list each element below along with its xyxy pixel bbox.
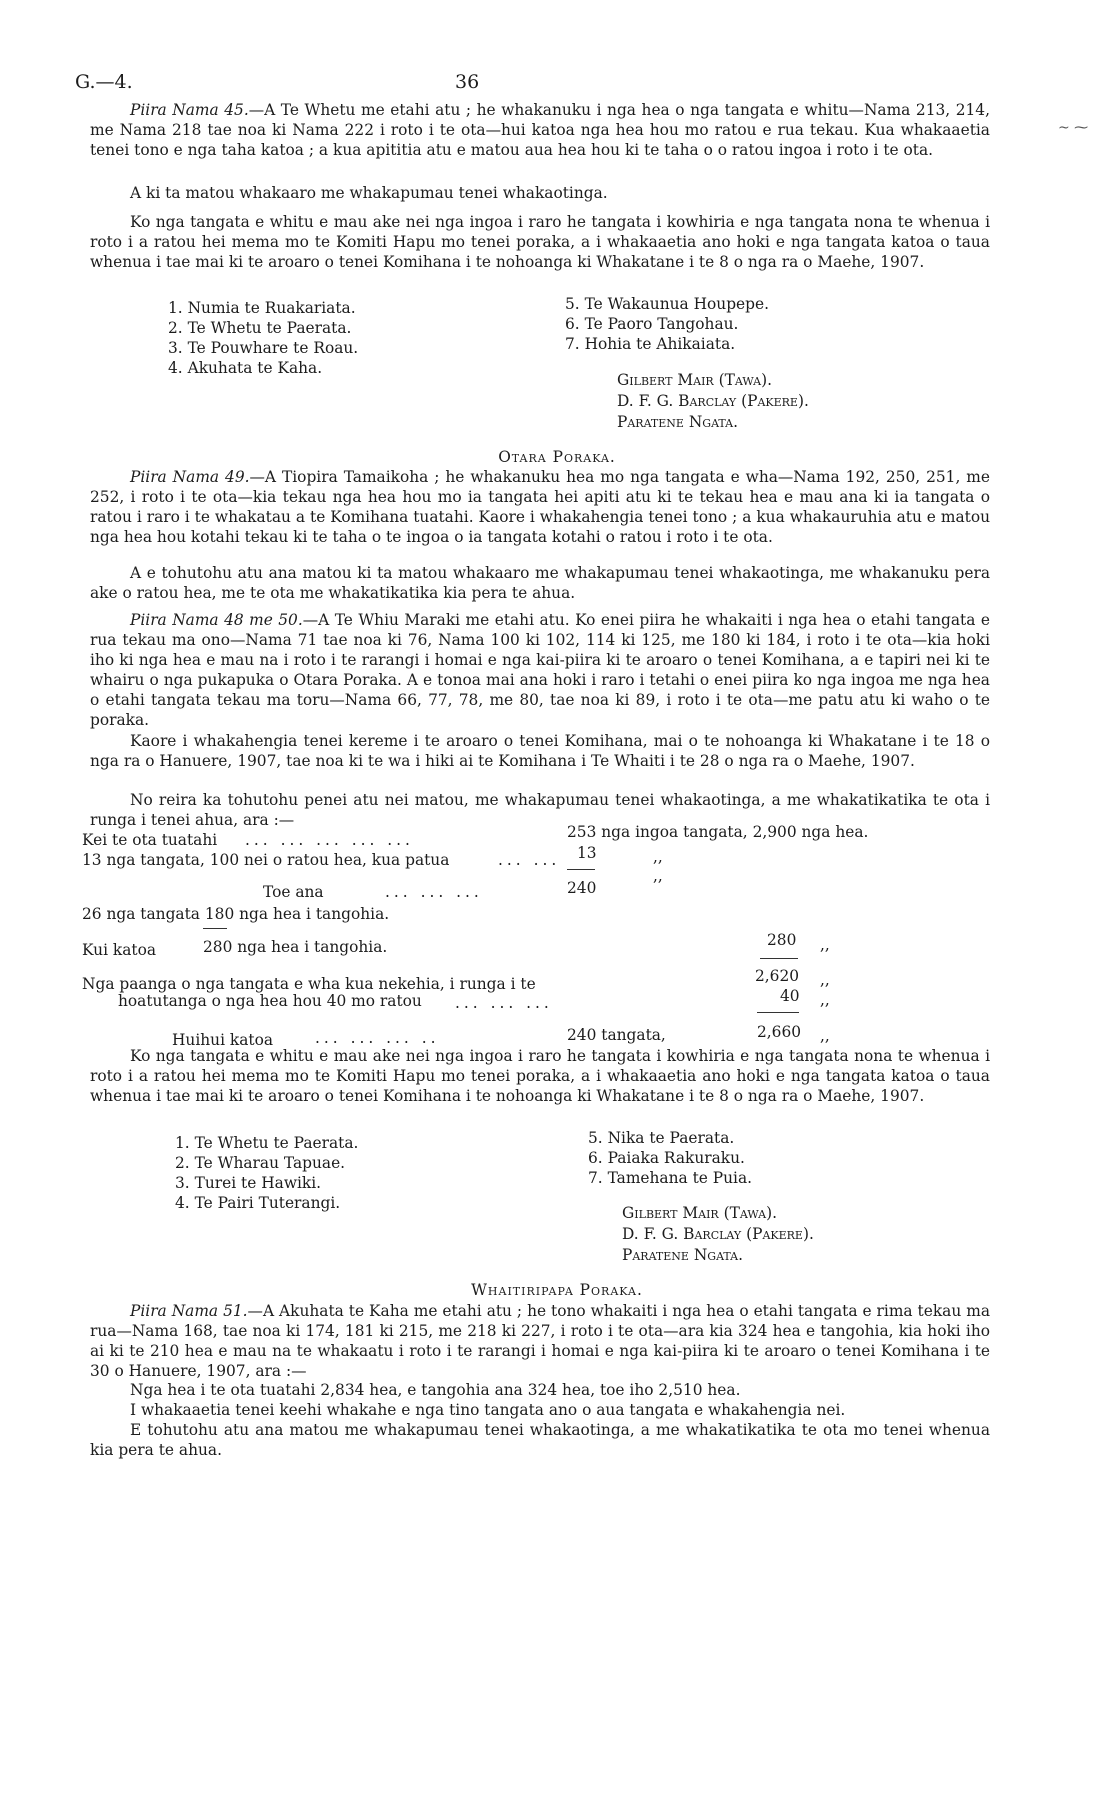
list-item: 7. Hohia te Ahikaiata.: [565, 335, 736, 353]
table-leader: ... ... ...: [385, 883, 483, 901]
sum-rule: [757, 1012, 799, 1013]
sum-rule: [760, 958, 798, 959]
table-value: 2,620: [755, 967, 800, 985]
table-value: 40: [780, 987, 800, 1005]
list-item: 3. Te Pouwhare te Roau.: [168, 339, 359, 357]
signature-line: Paratene Ngata.: [622, 1246, 744, 1264]
members-left-list-2: [175, 1133, 358, 1213]
appeal-45-label: Piira Nama 45.: [130, 101, 249, 119]
recommend-paragraph: A e tohutohu atu ana matou ki ta matou whakaaro me whakapumau tenei whakaotinga, me whakanuku pera ake o ratou hea, me te ota me whakatikatika kia pera te ahua.: [90, 564, 990, 602]
committee-paragraph: Ko nga tangata e whitu e mau ake nei nga ingoa i raro he tangata i kowhiria e nga tangata nona te whenua i roto i a ratou hei mema mo te Komiti Hapu mo tenei poraka, a i whakaaetia ano hoki e nga tangata katoa o taua whenua i tae mai ki te aroaro o tenei Komihana i te nohoanga ki Whakatane i te 8 o nga ra o Maehe, 1907.: [90, 213, 990, 271]
final-paragraph: E tohutohu atu ana matou me whakapumau tenei whakaotinga, a me whakatikatika te ota mo tenei whenua kia pera te ahua.: [90, 1421, 990, 1459]
signature-line: D. F. G. Barclay (Pakere).: [622, 1225, 814, 1243]
signature-block: [617, 370, 809, 433]
table-mid: 280 nga hea i tangohia.: [203, 938, 388, 956]
margin-mark-icon: ~ ⁓: [1058, 120, 1089, 136]
table-leader: ... ... ... ... ...: [245, 831, 414, 849]
list-item: 1. Numia te Ruakariata.: [168, 299, 356, 317]
list-item: 4. Te Pairi Tuterangi.: [175, 1194, 341, 1212]
signature-line: Gilbert Mair (Tawa).: [622, 1204, 777, 1222]
committee-paragraph-2: Ko nga tangata e whitu e mau ake nei nga ingoa i raro he tangata i kowhiria e nga tangata nona te whenua i roto i a ratou hei mema mo te Komiti Hapu mo tenei poraka, a i whakaaetia ano hoki e nga tangata katoa o taua whenua i tae mai ki te aroaro o tenei Komihana i te nohoanga ki Whakatane i te 8 o nga ra o Maehe, 1907.: [90, 1047, 990, 1105]
list-item: 4. Akuhata te Kaha.: [168, 359, 323, 377]
ditto-mark: ,,: [653, 848, 663, 866]
table-leader: ... ... ...: [455, 994, 553, 1012]
table-row-label: Kei te ota tuatahi: [82, 831, 218, 849]
appeal-45-paragraph: [90, 100, 990, 160]
appeal-48-50-paragraph: [90, 610, 990, 730]
table-value: 280: [767, 931, 797, 949]
list-item: 2. Te Whetu te Paerata.: [168, 319, 352, 337]
appeal-51-text: —A Akuhata te Kaha me etahi atu ; he tono whakaiti i nga hea o etahi tangata e rima tekau ma rua—Nama 168, tae noa ki 174, 181 ki 215, me 218 ki 227, i roto i te ota—ara kia 324 hea e tangohia, kia hoki iho ai ki te 210 hea e mau na te whakaatu i roto i te rarangi i homai e nga kai-piira ki te aroaro o tenei Komihana i te 30 o Hanuere, 1907, ara :—: [90, 1302, 990, 1380]
appeal-48-50-text: —A Te Whiu Maraki me etahi atu. Ko enei piira he whakaiti i nga hea o etahi tangata e rua tekau ma ono—Nama 71 tae noa ki 76, Nama 100 ki 102, 114 ki 125, me 180 ki 184, i roto i te ota—kia hoki iho ki nga hea e mau na i roto i te rarangi i homai e nga kai-piira ki te aroaro o tenei Komihana, a e tapiri nei ki te whairu o nga pukapuka o Otara Poraka. A e tonoa mai ana hoki i raro i tetahi o enei piira ko nga ingoa me nga hea o etahi tangata tekau ma toru—Nama 66, 77, 78, me 80, tae noa ki 89, i roto i te ota—me patu atu ki waho o te poraka.: [90, 611, 990, 729]
appeal-49-label: Piira Nama 49.: [130, 468, 250, 486]
list-item: 6. Te Paoro Tangohau.: [565, 315, 739, 333]
members-right-list-2: [588, 1128, 752, 1188]
ditto-mark: ,,: [820, 971, 830, 989]
page-number: 36: [455, 71, 480, 93]
signature-line: Gilbert Mair (Tawa).: [617, 371, 772, 389]
table-row-label: Kui katoa: [82, 941, 157, 959]
table-row-label: Toe ana: [263, 883, 324, 901]
sum-rule: [567, 869, 595, 870]
ditto-mark: ,,: [820, 936, 830, 954]
signature-block-2: [622, 1203, 814, 1266]
table-leader: ... ... ... ..: [315, 1029, 440, 1047]
document-code: G.—4.: [75, 71, 133, 93]
table-row-label: 26 nga tangata 180 nga hea i tangohia.: [82, 905, 390, 923]
list-item: 5. Nika te Paerata.: [588, 1129, 735, 1147]
table-mid: 240 tangata,: [567, 1026, 666, 1044]
appeal-51-label: Piira Nama 51.: [130, 1302, 248, 1320]
signature-line: D. F. G. Barclay (Pakere).: [617, 392, 809, 410]
therefore-paragraph: No reira ka tohutohu penei atu nei matou, me whakapumau tenei whakaotinga, a me whakatikatika te ota i runga i tenei ahua, ara :—: [90, 791, 990, 829]
signature-line: Paratene Ngata.: [617, 413, 739, 431]
shares-summary-paragraph: Nga hea i te ota tuatahi 2,834 hea, e tangohia ana 324 hea, toe iho 2,510 hea.: [130, 1381, 741, 1399]
table-value: 240: [567, 879, 597, 897]
list-item: 1. Te Whetu te Paerata.: [175, 1134, 359, 1152]
list-item: 5. Te Wakaunua Houpepe.: [565, 295, 770, 313]
ditto-mark: ,,: [820, 991, 830, 1009]
appeal-51-paragraph: [90, 1301, 990, 1381]
table-leader: ... ...: [498, 851, 561, 869]
table-row-label: hoatutanga o nga hea hou 40 mo ratou: [118, 992, 422, 1010]
appeal-45-text: —A Te Whetu me etahi atu ; he whakanuku i nga hea o nga tangata e whitu—Nama 213, 214, me Nama 218 tae noa ki Nama 222 i roto i te ota—hui katoa nga hea hou mo ratou e rua tekau. Kua whakaaetia tenei tono e nga taha katoa ; a kua apititia atu e matou aua hea hou ki te taha o o ratou ingoa i roto i te ota.: [90, 101, 990, 159]
appeal-49-paragraph: [90, 467, 990, 547]
list-item: 7. Tamehana te Puia.: [588, 1169, 753, 1187]
section-title-otara: Otara Poraka.: [498, 448, 616, 466]
table-value: 13: [577, 844, 597, 862]
table-row-label: Nga paanga o nga tangata e wha kua nekehia, i runga i te: [82, 975, 536, 993]
list-item: 3. Turei te Hawiki.: [175, 1174, 322, 1192]
table-row-label: 13 nga tangata, 100 nei o ratou hea, kua patua: [82, 851, 450, 869]
objection-paragraph: I whakaaetia tenei keehi whakahe e nga tino tangata ano o aua tangata e whakahengia nei.: [130, 1401, 846, 1419]
list-item: 6. Paiaka Rakuraku.: [588, 1149, 745, 1167]
list-item: 2. Te Wharau Tapuae.: [175, 1154, 346, 1172]
sum-rule: [203, 928, 227, 929]
table-value: 253 nga ingoa tangata, 2,900 nga hea.: [567, 823, 869, 841]
members-right-list: [565, 294, 769, 354]
ditto-mark: ,,: [653, 867, 663, 885]
ditto-mark: ,,: [820, 1027, 830, 1045]
table-value: 2,660: [757, 1023, 802, 1041]
no-objection-paragraph: Kaore i whakahengia tenei kereme i te aroaro o tenei Komihana, mai o te nohoanga ki Whakatane i te 18 o nga ra o Hanuere, 1907, tae noa ki te wa i hiki ai te Komihana i Te Whaiti i te 28 o nga ra o Maehe, 1907.: [90, 732, 990, 770]
confirm-paragraph: A ki ta matou whakaaro me whakapumau tenei whakaotinga.: [130, 184, 608, 202]
table-row-label: Huihui katoa: [172, 1031, 274, 1049]
appeal-49-text: —A Tiopira Tamaikoha ; he whakanuku hea mo nga tangata e wha—Nama 192, 250, 251, me 252, i roto i te ota—kia tekau nga hea hou mo ia tangata hei apiti atu ki te tekau hea e mau ana ki ia tangata o ratou i raro i te whakatau a te Komihana tuatahi. Kaore i whakahengia tenei tono ; a kua whakauruhia atu e matou nga hea hou kotahi tekau ki te taha o te ingoa o ia tangata kotahi o ratou i roto i te ota.: [90, 468, 991, 546]
section-title-whaitiripapa: Whaitiripapa Poraka.: [471, 1281, 643, 1299]
appeal-48-50-label: Piira Nama 48 me 50.: [130, 611, 303, 629]
members-left-list: [168, 298, 358, 378]
